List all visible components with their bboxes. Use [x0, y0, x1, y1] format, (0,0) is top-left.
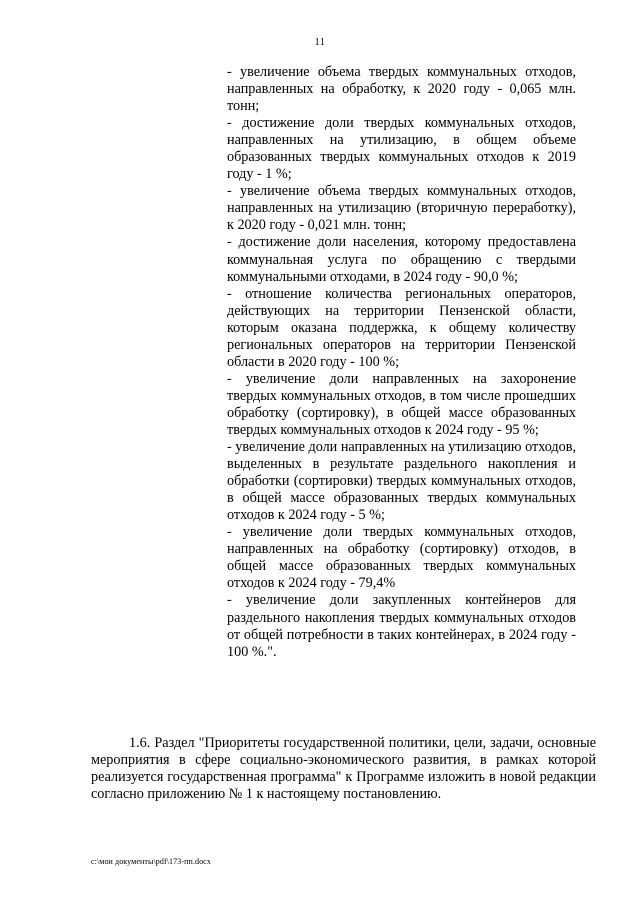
- section-paragraph: 1.6. Раздел "Приоритеты государственной политики, цели, задачи, основные мероприятия в сфере социально-экономического развития, в рамках которой реализуется государственная программа" к Программе изложить в новой редакции согласно приложению № 1 к настоящему постановлению.: [91, 735, 596, 803]
- list-item: - увеличение объема твердых коммунальных отходов, направленных на обработку, к 2020 году - 0,065 млн. тонн;: [227, 64, 576, 115]
- list-item: - увеличение доли направленных на захоронение твердых коммунальных отходов, в том числе прошедших обработку (сортировку), в общей массе образованных твердых коммунальных отходов к 2024 году - 95 %;: [227, 370, 576, 438]
- list-item: - увеличение объема твердых коммунальных отходов, направленных на утилизацию (вторичную переработку), к 2020 году - 0,021 млн. тонн;: [227, 183, 576, 234]
- list-item: - увеличение доли закупленных контейнеров для раздельного накопления твердых коммунальных отходов от общей потребности в таких контейнерах, в 2024 году - 100 %.".: [227, 592, 576, 660]
- list-item: - увеличение доли твердых коммунальных отходов, направленных на обработку (сортировку) отходов, в общей массе образованных твердых коммунальных отходов к 2024 году - 79,4%: [227, 524, 576, 592]
- list-item: - увеличение доли направленных на утилизацию отходов, выделенных в результате раздельного накопления и обработки (сортировки) твердых коммунальных отходов, в общей массе образованных твердых коммунальных отходов к 2024 году - 5 %;: [227, 439, 576, 524]
- page-number: 11: [314, 37, 326, 48]
- footer-file-path: c:\мои документы\pdf\173-пп.docx: [91, 857, 211, 866]
- list-item: - достижение доли населения, которому предоставлена коммунальная услуга по обращению с твердыми коммунальными отходами, в 2024 году - 90,0 %;: [227, 234, 576, 285]
- indicator-list: [227, 64, 576, 661]
- list-item: - отношение количества региональных операторов, действующих на территории Пензенской области, которым оказана поддержка, к общему количеству региональных операторов на территории Пензенской области в 2020 году - 100 %;: [227, 285, 576, 370]
- list-item: - достижение доли твердых коммунальных отходов, направленных на утилизацию, в общем объеме образованных твердых коммунальных отходов к 2019 году - 1 %;: [227, 115, 576, 183]
